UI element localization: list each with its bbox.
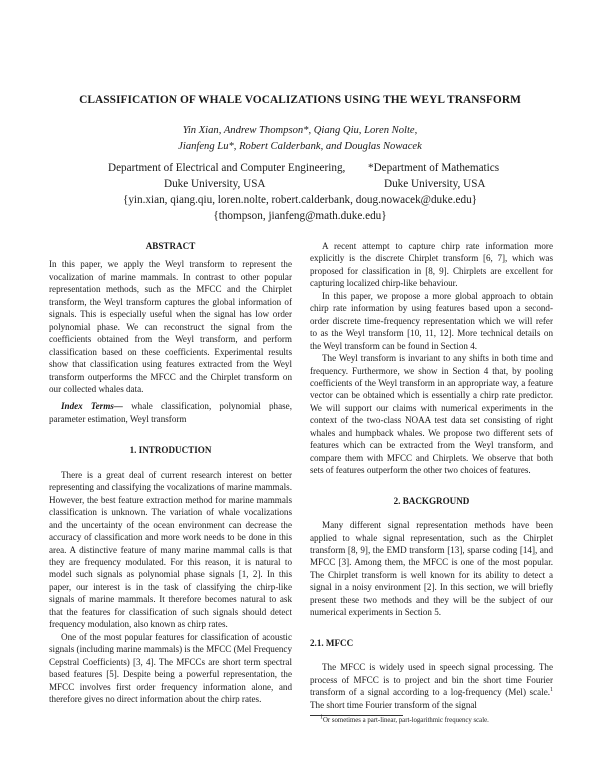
intro-paragraph-5: The Weyl transform is invariant to any shifts in both time and frequency. Furthermore, we show in Section 4 that, by pooling coefficients of the Weyl transform in an appropriate way, a feature vector can be obtained which is essentially a chirp rate predictor. We will support our claims with numerical experiments in the context of the two-class NOAA test data set consisting of right whales and humpback whales. We propose two different sets of features which can be extracted from the Weyl transform, and compare them with MFCC and Chirplets. We observe that both sets of features outperform the other two choices of features. (310, 353, 553, 476)
index-terms (49, 400, 292, 425)
index-terms-label: Index Terms— (61, 401, 123, 412)
intro-paragraph-2: One of the most popular features for classification of acoustic signals (including marine mammals) is the MFCC (Mel Frequency Cepstral Coefficients) [3, 4]. The MFCCs are short term spectral based features [5]. Despite being a powerful representation, the MFCC involves first order frequency information alone, and therefore gives no direct information about the chirp rates. (49, 631, 292, 704)
affiliation-right-dept: *Department of Mathematics (368, 162, 500, 174)
left-column (49, 240, 292, 705)
author-emails-1: {yin.xian, qiang.qiu, loren.nolte, robert.calderbank, doug.nowacek@duke.edu} (122, 194, 478, 206)
right-column (310, 240, 553, 725)
background-paragraph-1: Many different signal representation methods have been applied to whale signal representation, such as the Chirplet transform [8, 9], the EMD transform [13], sparse coding [14], and MFCC [3]. Among them, the MFCC is one of the most popular. The Chirplet transform is well known for its ability to detect a signal in a noisy environment [2]. In this section, we will briefly present these two methods and they will be the subject of our numerical experiments in Section 5. (310, 520, 553, 618)
footnote-mark: 1 (320, 714, 323, 721)
background-heading: 2. BACKGROUND (393, 495, 470, 506)
affiliation-left-dept: Department of Electrical and Computer Engineering, (108, 162, 346, 174)
affiliations (0, 160, 600, 224)
author-line-2: Jianfeng Lu*, Robert Calderbank, and Douglas Nowacek (178, 141, 422, 152)
author-list (0, 123, 600, 155)
mfcc-heading: 2.1. MFCC (310, 637, 354, 648)
paper-title: CLASSIFICATION OF WHALE VOCALIZATIONS USING THE WEYL TRANSFORM (79, 94, 521, 106)
abstract-text: In this paper, we apply the Weyl transform to represent the vocalization of marine mammals. In contrast to other popular representation methods, such as the MFCC and the Chirplet transform, the Weyl transform captures the global information of signals. This is especially useful when the signal has low order polynomial phase. We can reconstruct the signal from the coefficients obtained from the Weyl transform, and perform classification based on these coefficients. Experimental results show that classification using features extracted from the Weyl transform outperforms the MFCC and the Chirplet transform on our collected whales data. (49, 259, 292, 394)
mfcc-text-b: The short time Fourier transform of the signal (310, 699, 477, 710)
affiliation-right-univ: Duke University, USA (384, 178, 486, 190)
footnote-ref: 1 (550, 687, 553, 694)
intro-paragraph-3: A recent attempt to capture chirp rate information more explicitly is the discrete Chirplet transform [6, 7], which was proposed for classification in [8, 9]. Chirplets are excellent for capturing localized chirp-like behaviour. (310, 241, 553, 289)
intro-paragraph-1: There is a great deal of current research interest on better representing and classifying the vocalizations of marine mammals. However, the best feature extraction method for marine mammals classification is unknown. The variation of whale vocalizations and the uncertainty of the ocean environment can decrease the accuracy of classification and more work needs to be done in this area. A distinctive feature of many marine mammal calls is that they are frequency modulated. For this reason, it is natural to model such signals as polynomial phase signals [1, 2]. In this paper, our interest is in the task of classifying the chirp-like signals of marine mammals. It therefore becomes natural to ask that the features for classification of such signals should detect frequency modulation, also known as chirp rates. (49, 469, 292, 630)
footnote-text: Or sometimes a part-linear, part-logarithmic frequency scale. (323, 716, 489, 724)
footnote (310, 716, 553, 725)
mfcc-paragraph-1 (310, 661, 553, 711)
index-terms-text: whale classification, polynomial phase, parameter estimation, Weyl transform (49, 401, 292, 424)
author-emails-2: {thompson, jianfeng@math.duke.edu} (213, 210, 387, 222)
mfcc-text-a: The MFCC is widely used in speech signal processing. The process of MFCC is to project and bin the short time Fourier transform of a signal according to a log-frequency (Mel) scale. (310, 662, 553, 698)
intro-heading: 1. INTRODUCTION (129, 445, 212, 456)
affiliation-left-univ: Duke University, USA (164, 178, 266, 190)
intro-paragraph-4: In this paper, we propose a more global approach to obtain chirp rate information by using features based upon a second-order discrete time-frequency representation which we will refer to as the Weyl transform [10, 11, 12]. More technical details on the Weyl transform can be found in Section 4. (310, 290, 553, 351)
abstract-heading: ABSTRACT (145, 241, 196, 251)
author-line-1: Yin Xian, Andrew Thompson*, Qiang Qiu, Loren Nolte, (182, 125, 418, 136)
